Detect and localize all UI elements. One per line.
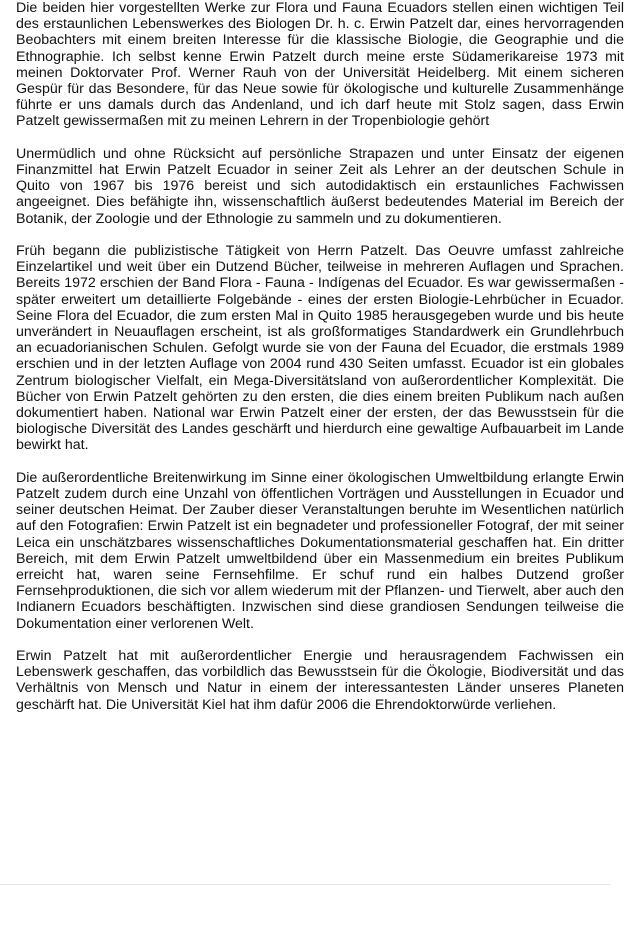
paragraph-outreach: Die außerordentliche Breitenwirkung im Sinne einer ökologischen Umweltbildung erlangte Erwin Patzelt zudem durch eine Unzahl von öffentlichen Vorträgen und Ausstellungen in Ecuador und seiner deutschen Heimat. Der Zauber dieser Veranstaltungen beruhte im Wesentlichen natürlich auf den Fotografien: Erwin Patzelt ist ein begnadeter und professioneller Fotograf, der mit seiner Leica ein unschätzbares wissenschaftliches Dokumentationsmaterial geschaffen hat. Ein dritter Bereich, mit dem Erwin Patzelt umweltbildend über ein Massenmedium ein breites Publikum erreicht hat, waren seine Fernsehfilme. Er schuf rund ein halbes Dutzend großer Fernsehproduktionen, die sich vor allem wiederum mit der Pflanzen- und Tierwelt, aber auch den Indianern Ecuadors beschäftigten. Inzwischen sind diese grandiosen Sendungen teilweise die Dokumentation einer verlorenen Welt.: [16, 469, 624, 632]
paragraph-travels: Unermüdlich und ohne Rücksicht auf persönliche Strapazen und unter Einsatz der eigenen Finanzmittel hat Erwin Patzelt Ecuador in seiner Zeit als Lehrer an der deutschen Schule in Quito von 1967 bis 1976 bereist und sich autodidaktisch ein erstaunliches Fachwissen angeeignet. Dies befähigte ihn, wissenschaftlich äußerst bedeutendes Material im Bereich der Botanik, der Zoologie und der Ethnologie zu sammeln und zu dokumentieren.: [16, 145, 624, 227]
paragraph-conclusion: Erwin Patzelt hat mit außerordentlicher Energie und herausragendem Fachwissen ein Lebenswerk geschaffen, das vorbildlich das Bewusstsein für die Ökologie, Biodiversität und das Verhältnis von Mensch und Natur in einem der interessantesten Länder unseres Planeten geschärft hat. Die Universität Kiel hat ihm dafür 2006 die Ehrendoktorwürde verliehen.: [16, 648, 624, 713]
page-bottom-divider: [0, 884, 610, 885]
paragraph-intro: Die beiden hier vorgestellten Werke zur Flora und Fauna Ecuadors stellen einen wichtigen Teil des erstaunlichen Lebenswerkes des Biologen Dr. h. c. Erwin Patzelt dar, eines hervorragenden Beobachters mit einem breiten Interesse für die klassische Biologie, die Geographie und die Ethnographie. Ich selbst kenne Erwin Patzelt durch meine erste Südamerikareise 1973 mit meinen Doktorvater Prof. Werner Rauh von der Universität Heidelberg. Mit einem sicheren Gespür für das Besondere, für das Neue sowie für ökologische und kulturelle Zusammenhänge führte er uns damals durch das Andenland, und ich darf heute mit Stolz sagen, dass Erwin Patzelt gewissermaßen mit zu meinen Lehrern in der Tropenbiologie gehört: [16, 0, 624, 130]
paragraph-publications: Früh begann die publizistische Tätigkeit von Herrn Patzelt. Das Oeuvre umfasst zahlreiche Einzelartikel und weit über ein Dutzend Bücher, teilweise in mehreren Auflagen und Sprachen. Bereits 1972 erschien der Band Flora - Fauna - Indígenas del Ecuador. Es war gewissermaßen - später erweitert um detaillierte Folgebände - eines der ersten Biologie-Lehrbücher in Ecuador. Seine Flora del Ecuador, die zum ersten Mal in Quito 1985 herausgegeben wurde und bis heute unverändert in Neuauflagen erscheint, ist als großformatiges Standardwerk ein Grundlehrbuch an ecuadorianischen Schulen. Gefolgt wurde sie von der Fauna del Ecuador, die erstmals 1989 erschien und in der letzten Auflage von 2004 rund 430 Seiten umfasst. Ecuador ist ein globales Zentrum biologischer Vielfalt, ein Mega-Diversitätsland von außerordentlicher Komplexität. Die Bücher von Erwin Patzelt gehörten zu den ersten, die dies einem breiten Publikum nach außen dokumentiert haben. National war Erwin Patzelt einer der ersten, der das Bewusstsein für die biologische Diversität des Landes geschärft und hierdurch eine gewaltige Aufbauarbeit im Lande bewirkt hat.: [16, 243, 624, 454]
document-body: [16, 0, 624, 729]
